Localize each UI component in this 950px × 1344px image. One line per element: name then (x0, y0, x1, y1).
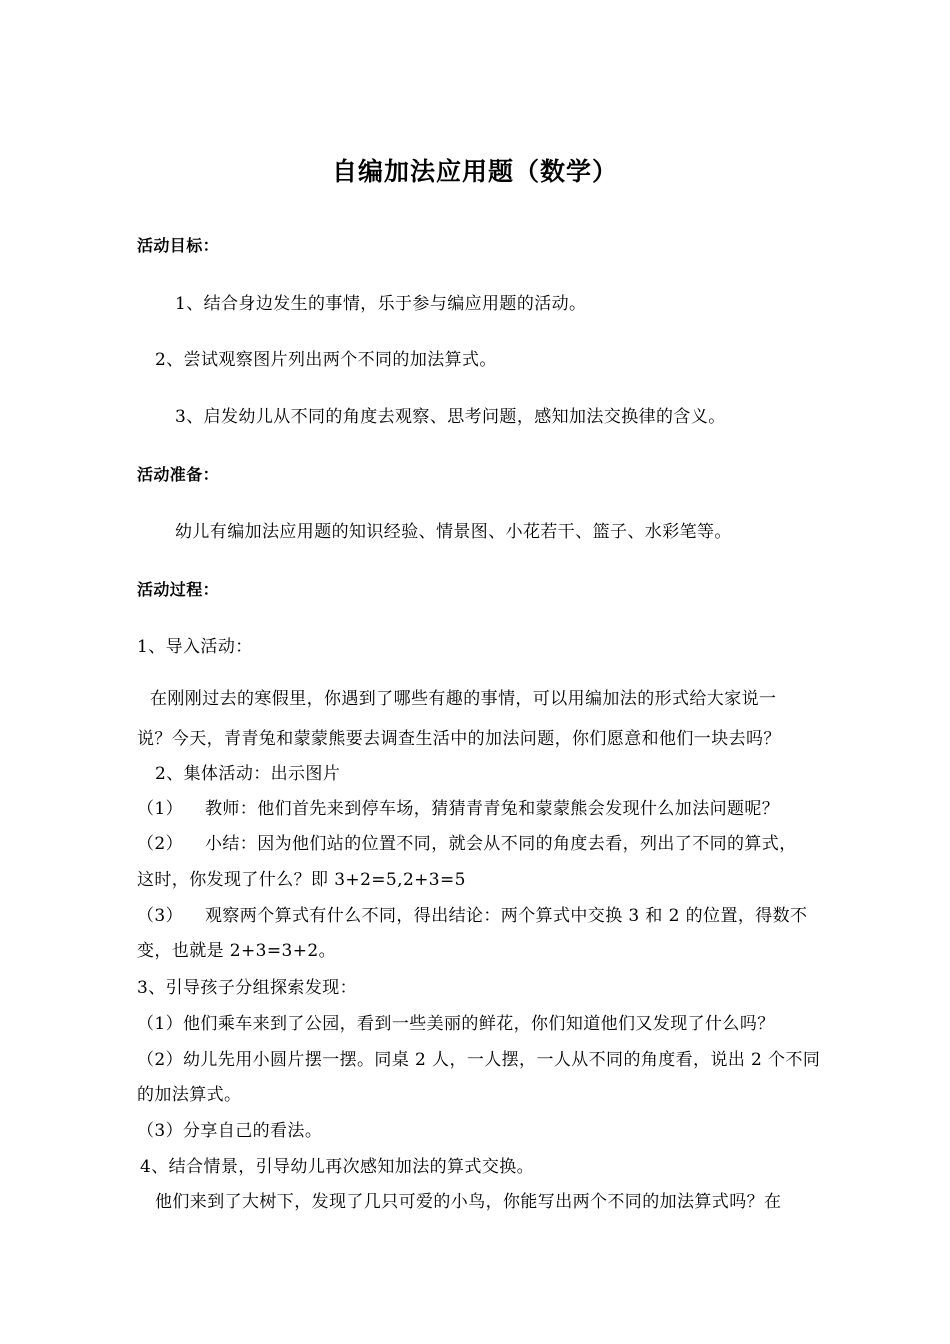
step-heading: 4、结合情景，引导幼儿再次感知加法的算式交换。 (140, 1157, 535, 1177)
step-heading: 2、集体活动：出示图片 (155, 764, 341, 784)
list-item: （3）分享自己的看法。 (137, 1121, 323, 1141)
goal-item: 2、尝试观察图片列出两个不同的加法算式。 (155, 350, 497, 370)
paragraph-line: 他们来到了大树下，发现了几只可爱的小鸟，你能写出两个不同的加法算式吗？在 (155, 1192, 782, 1212)
prep-heading: 活动准备： (137, 465, 220, 484)
paragraph-line: 在刚刚过去的寒假里，你遇到了哪些有趣的事情，可以用编加法的形式给大家说一 (150, 689, 777, 709)
step-heading: 3、引导孩子分组探索发现： (137, 978, 358, 998)
list-item-number: （2） (137, 834, 184, 854)
paragraph-line: 的加法算式。 (137, 1085, 242, 1105)
goal-item: 1、结合身边发生的事情，乐于参与编应用题的活动。 (175, 294, 587, 314)
list-item-text: 小结：因为他们站的位置不同，就会从不同的角度去看，列出了不同的算式， (205, 834, 797, 854)
list-item-text: 观察两个算式有什么不同，得出结论：两个算式中交换 3 和 2 的位置，得数不 (205, 906, 808, 926)
list-item-text: 教师：他们首先来到停车场，猜猜青青兔和蒙蒙熊会发现什么加法问题呢？ (205, 799, 780, 819)
list-item (137, 832, 797, 856)
goals-heading: 活动目标： (137, 236, 220, 255)
list-item (137, 797, 779, 821)
process-heading: 活动过程： (137, 580, 220, 599)
list-item (137, 904, 807, 928)
list-item-number: （1） (137, 799, 184, 819)
list-item-number: （3） (137, 906, 184, 926)
prep-text: 幼儿有编加法应用题的知识经验、情景图、小花若干、篮子、水彩笔等。 (175, 522, 732, 542)
paragraph-line: 变，也就是 2+3=3+2。 (137, 941, 336, 961)
goal-item: 3、启发幼儿从不同的角度去观察、思考问题，感知加法交换律的含义。 (175, 407, 726, 427)
step-heading: 1、导入活动： (137, 637, 253, 657)
list-item: （1）他们乘车来到了公园，看到一些美丽的鲜花，你们知道他们又发现了什么吗？ (137, 1014, 775, 1034)
paragraph-line: 说？今天，青青兔和蒙蒙熊要去调查生活中的加法问题，你们愿意和他们一块去吗？ (137, 729, 781, 749)
paragraph-line: 这时，你发现了什么？即 3+2=5,2+3=5 (137, 870, 466, 890)
document-title: 自编加法应用题（数学） (331, 157, 618, 186)
list-item: （2）幼儿先用小圆片摆一摆。同桌 2 人，一人摆，一人从不同的角度看，说出 2 个不同 (137, 1050, 821, 1070)
